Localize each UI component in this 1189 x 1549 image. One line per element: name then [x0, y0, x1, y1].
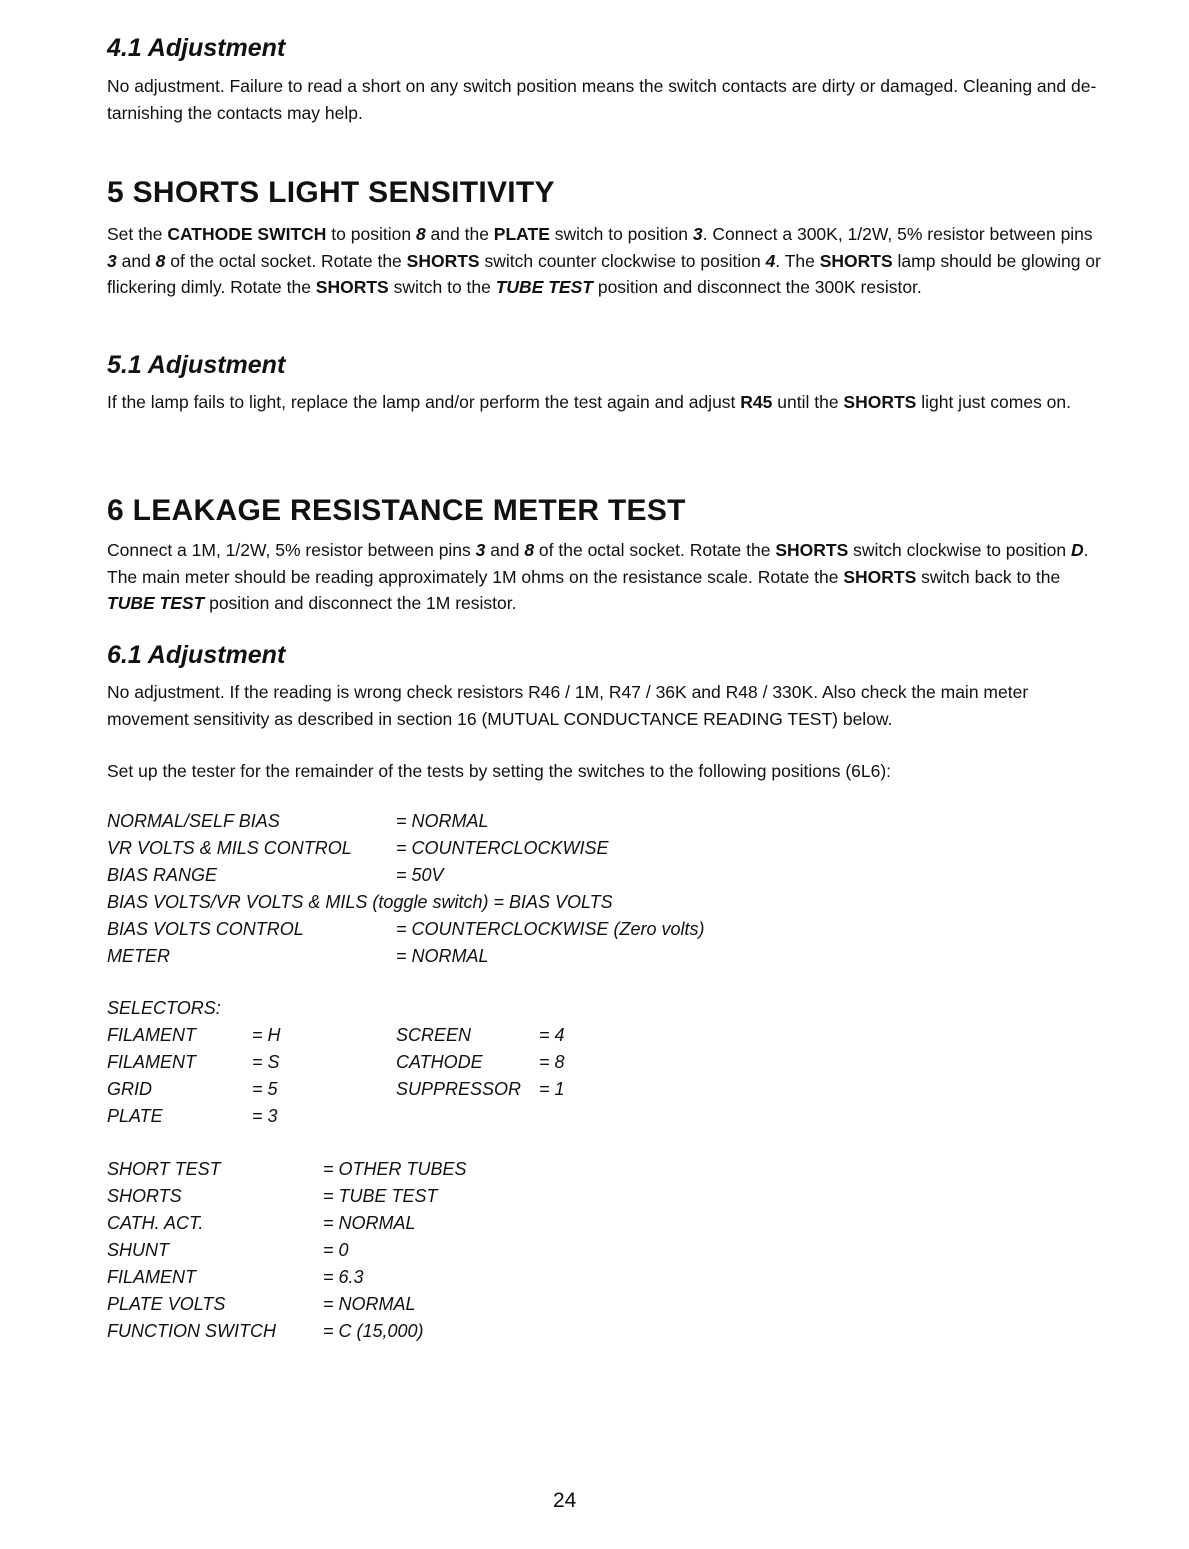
setting-row — [107, 1318, 807, 1345]
section-5-heading: 5 SHORTS LIGHT SENSITIVITY — [107, 176, 555, 209]
emphasis-text: TUBE TEST — [495, 277, 593, 297]
setting-key: NORMAL/SELF BIAS — [107, 811, 280, 831]
emphasis-text: CATHODE SWITCH — [167, 224, 327, 244]
body-text: and — [116, 250, 156, 271]
selector-key: FILAMENT — [107, 1025, 197, 1045]
setting-key: SHUNT — [107, 1240, 169, 1260]
setting-value: = NORMAL — [323, 1294, 416, 1314]
body-text: lamp should be glowing or flickering dimly. Rotate the — [107, 250, 1101, 297]
setting-key: BIAS VOLTS CONTROL — [107, 919, 304, 939]
body-text: position and disconnect the 1M resistor. — [204, 593, 517, 613]
page-number: 24 — [553, 1489, 577, 1512]
emphasis-text: SHORTS — [406, 250, 480, 271]
emphasis-text: SHORTS — [819, 250, 893, 271]
body-text: position and disconnect the 300K resistor. — [592, 277, 922, 297]
setting-row — [107, 1291, 807, 1318]
settings-list-a — [107, 808, 1007, 970]
selectors-label: SELECTORS: — [107, 998, 221, 1018]
emphasis-text: 3 — [692, 224, 703, 244]
emphasis-text: 8 — [155, 250, 166, 271]
selector-value: = 3 — [252, 1106, 278, 1126]
setting-value: = COUNTERCLOCKWISE (Zero volts) — [396, 919, 705, 939]
emphasis-text: 3 — [107, 250, 117, 271]
emphasis-text: SHORTS — [775, 540, 849, 560]
section-5-1-heading: 5.1 Adjustment — [107, 351, 286, 379]
body-text: switch back to the — [916, 566, 1061, 587]
setting-key: FUNCTION SWITCH — [107, 1321, 276, 1341]
setting-row — [107, 916, 1007, 943]
body-text: until the — [772, 392, 844, 412]
body-text: to position — [326, 224, 416, 244]
selector-value: = 1 — [539, 1079, 565, 1099]
body-text: of the octal socket. Rotate the — [534, 540, 776, 560]
selector-key: PLATE — [107, 1106, 163, 1126]
body-text: and the — [425, 224, 494, 244]
setting-row — [107, 862, 1007, 889]
section-4-1-heading: 4.1 Adjustment — [107, 34, 286, 62]
body-text: of the octal socket. Rotate the — [165, 250, 407, 271]
setting-row — [107, 1264, 807, 1291]
selector-key: SCREEN — [396, 1025, 472, 1045]
setting-key: VR VOLTS & MILS CONTROL — [107, 838, 352, 858]
selector-row — [107, 1103, 807, 1130]
selector-value: = 5 — [252, 1079, 278, 1099]
emphasis-text: R45 — [740, 392, 773, 412]
setting-key: PLATE VOLTS — [107, 1294, 226, 1314]
body-text: switch to position — [549, 224, 693, 244]
setting-key: FILAMENT — [107, 1267, 197, 1287]
section-4-1-body: No adjustment. Failure to read a short on any switch position means the switch contacts are dirty or damaged. Cleaning and de-tarnishing the contacts may help. — [107, 76, 1097, 123]
selector-value: = 4 — [539, 1025, 565, 1045]
selector-value: = H — [252, 1025, 281, 1045]
selector-row — [107, 1022, 807, 1049]
body-text: If the lamp fails to light, replace the lamp and/or perform the test again and adjust — [107, 392, 741, 412]
emphasis-text: SHORTS — [843, 566, 917, 587]
setting-value: = COUNTERCLOCKWISE — [396, 838, 609, 858]
section-5-body — [107, 221, 1107, 301]
emphasis-text: 4 — [765, 250, 776, 271]
setting-row — [107, 1156, 807, 1183]
setup-instruction: Set up the tester for the remainder of the tests by setting the switches to the following positions (6L6): — [107, 761, 892, 781]
settings-list-b — [107, 1156, 807, 1345]
section-6-heading: 6 LEAKAGE RESISTANCE METER TEST — [107, 494, 686, 527]
body-text: and — [485, 540, 525, 560]
setting-value: = 0 — [323, 1240, 349, 1260]
setting-row — [107, 808, 1007, 835]
emphasis-text: TUBE TEST — [107, 593, 205, 613]
setting-value: = C (15,000) — [323, 1321, 424, 1341]
setting-value: = NORMAL — [396, 946, 489, 966]
section-5-1-body — [107, 389, 1107, 416]
setting-row — [107, 1237, 807, 1264]
section-6-1-heading: 6.1 Adjustment — [107, 641, 286, 669]
setting-value: = NORMAL — [323, 1213, 416, 1233]
section-6-1-body: No adjustment. If the reading is wrong check resistors R46 / 1M, R47 / 36K and R48 / 330K. Also check the main meter movement sensitivity as described in section 16 (MUTUAL CONDUCTANCE READING TEST) below. — [107, 682, 1029, 729]
setting-row — [107, 889, 1007, 916]
setting-row — [107, 943, 1007, 970]
selector-key: CATHODE — [396, 1052, 483, 1072]
setting-row — [107, 1210, 807, 1237]
section-6-body — [107, 537, 1107, 617]
body-text: light just comes on. — [916, 392, 1072, 412]
body-text: Set the — [107, 224, 168, 244]
selector-key: GRID — [107, 1079, 152, 1099]
emphasis-text: 8 — [524, 540, 535, 560]
setting-key: CATH. ACT. — [107, 1213, 204, 1233]
setting-key: SHORTS — [107, 1186, 182, 1206]
setting-value: = 50V — [396, 865, 444, 885]
emphasis-text: SHORTS — [315, 277, 389, 297]
selector-row — [107, 1049, 807, 1076]
emphasis-text: 8 — [415, 224, 426, 244]
body-text: . The — [775, 250, 820, 271]
selector-value: = 8 — [539, 1052, 565, 1072]
body-text: switch clockwise to position — [848, 540, 1071, 560]
setting-row — [107, 835, 1007, 862]
setting-value: = OTHER TUBES — [323, 1159, 467, 1179]
emphasis-text: D — [1070, 540, 1084, 560]
setting-key: SHORT TEST — [107, 1159, 221, 1179]
emphasis-text: PLATE — [493, 224, 550, 244]
selector-key: FILAMENT — [107, 1052, 197, 1072]
setting-row — [107, 1183, 807, 1210]
setting-value: = NORMAL — [396, 811, 489, 831]
body-text: switch counter clockwise to position — [479, 250, 766, 271]
setting-key: BIAS VOLTS/VR VOLTS & MILS (toggle switch) = BIAS VOLTS — [107, 892, 613, 912]
emphasis-text: SHORTS — [843, 392, 917, 412]
selectors-list — [107, 1022, 807, 1130]
emphasis-text: 3 — [475, 540, 486, 560]
body-text: Connect a 1M, 1/2W, 5% resistor between pins — [107, 540, 476, 560]
setting-key: METER — [107, 946, 170, 966]
setting-value: = 6.3 — [323, 1267, 364, 1287]
body-text: . Connect a 300K, 1/2W, 5% resistor between pins — [702, 224, 1093, 244]
selector-row — [107, 1076, 807, 1103]
selector-value: = S — [252, 1052, 280, 1072]
body-text: . The main meter should be reading approximately 1M ohms on the resistance scale. Rotate the — [107, 540, 1089, 587]
selector-key: SUPPRESSOR — [396, 1079, 522, 1099]
setting-key: BIAS RANGE — [107, 865, 218, 885]
setting-value: = TUBE TEST — [323, 1186, 438, 1206]
body-text: switch to the — [388, 277, 496, 297]
